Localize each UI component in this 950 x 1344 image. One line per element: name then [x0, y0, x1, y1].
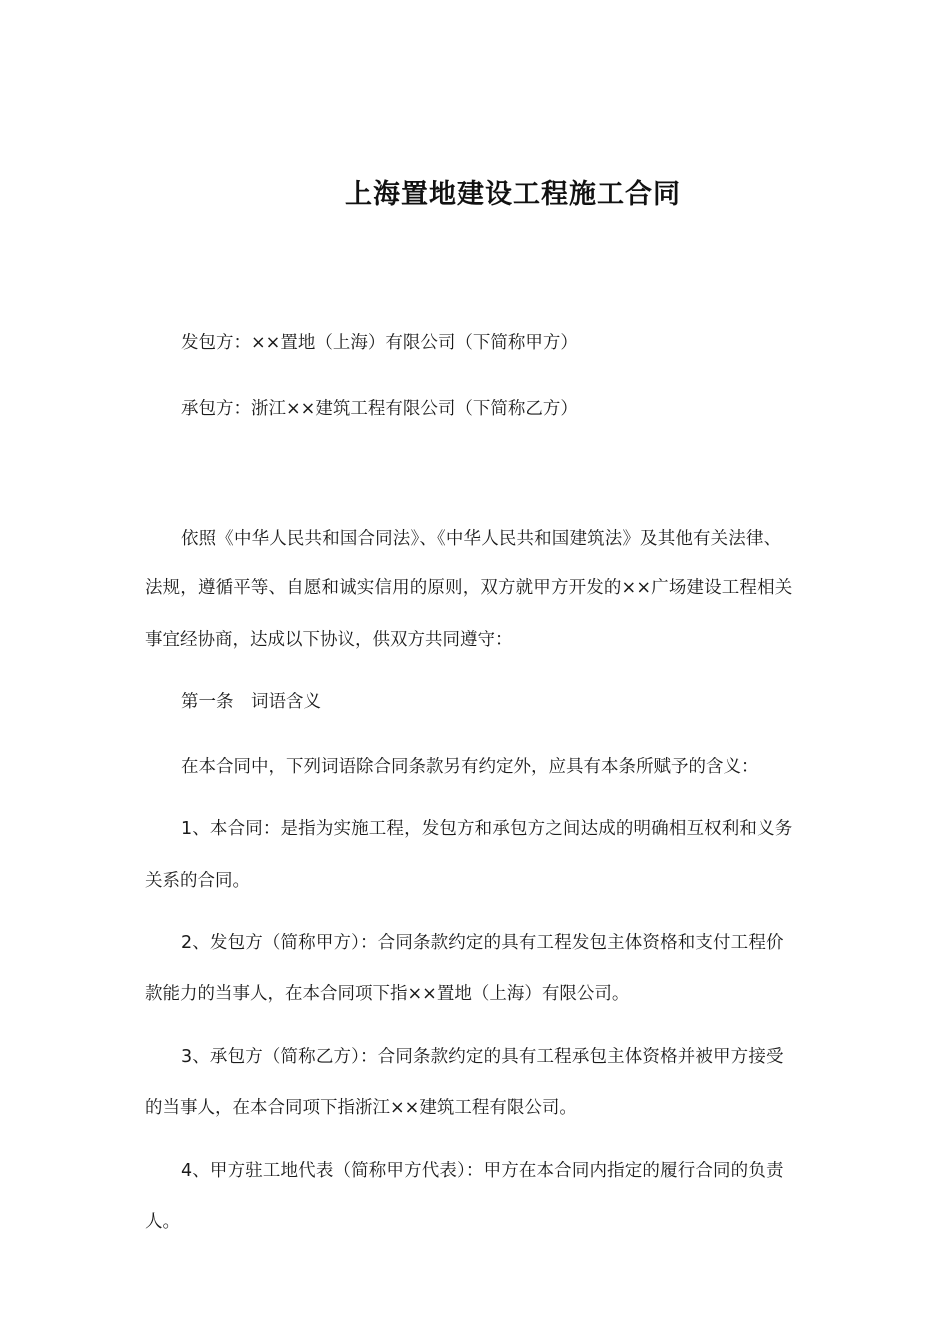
- definition-1-line-2: 关系的合同。: [145, 871, 250, 891]
- preamble-line-1: 依照《中华人民共和国合同法》、《中华人民共和国建筑法》及其他有关法律、: [181, 529, 782, 549]
- definition-4-line-1: 4、甲方驻工地代表（简称甲方代表）：甲方在本合同内指定的履行合同的负责: [181, 1161, 784, 1181]
- employer-line: 发包方：××置地（上海）有限公司（下简称甲方）: [181, 333, 578, 353]
- article-1-intro: 在本合同中，下列词语除合同条款另有约定外，应具有本条所赋予的含义：: [181, 757, 759, 777]
- article-1-heading: 第一条 词语含义: [181, 692, 321, 712]
- definition-2-line-1: 2、发包方（简称甲方）：合同条款约定的具有工程发包主体资格和支付工程价: [181, 933, 784, 953]
- definition-3-line-2: 的当事人，在本合同项下指浙江××建筑工程有限公司。: [145, 1098, 577, 1118]
- definition-4-line-2: 人。: [145, 1212, 180, 1232]
- definition-1-line-1: 1、本合同：是指为实施工程，发包方和承包方之间达成的明确相互权利和义务: [181, 819, 793, 839]
- preamble-line-2: 法规，遵循平等、自愿和诚实信用的原则，双方就甲方开发的××广场建设工程相关: [145, 578, 793, 598]
- definition-2-line-2: 款能力的当事人，在本合同项下指××置地（上海）有限公司。: [145, 984, 630, 1004]
- document-title: 上海置地建设工程施工合同: [345, 179, 681, 210]
- contractor-line: 承包方：浙江××建筑工程有限公司（下简称乙方）: [181, 399, 578, 419]
- preamble-line-3: 事宜经协商，达成以下协议，供双方共同遵守：: [145, 630, 513, 650]
- definition-3-line-1: 3、承包方（简称乙方）：合同条款约定的具有工程承包主体资格并被甲方接受: [181, 1047, 784, 1067]
